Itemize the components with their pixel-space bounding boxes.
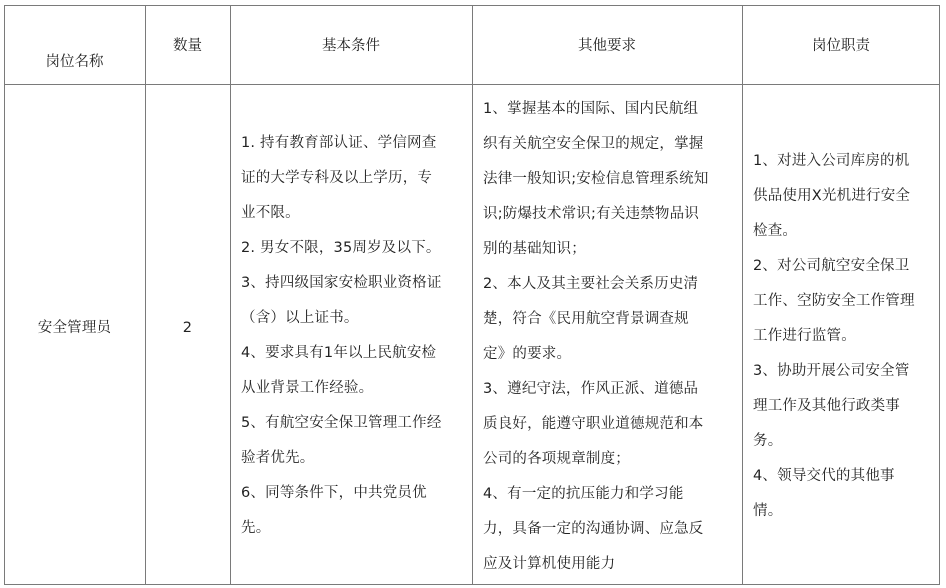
basic-condition-line: 6、同等条件下，中共党员优	[241, 485, 427, 501]
position-name-cell: 安全管理员	[37, 320, 112, 336]
responsibility-line: 工作进行监管。	[753, 328, 856, 344]
column-divider	[145, 5, 146, 585]
quantity-cell: 2	[182, 320, 193, 336]
basic-condition-line: 证的大学专科及以上学历，专	[241, 170, 433, 186]
responsibility-line: 务。	[753, 433, 783, 449]
requirement-line: 公司的各项规章制度；	[483, 451, 630, 467]
other-requirements-cell	[472, 92, 742, 582]
responsibility-line: 理工作及其他行政类事	[753, 398, 900, 414]
requirement-line: 4、有一定的抗压能力和学习能	[483, 486, 684, 502]
requirement-line: 质良好，能遵守职业道德规范和本	[483, 416, 704, 432]
header-responsibilities: 岗位职责	[812, 38, 870, 54]
requirement-line: 织有关航空安全保卫的规定，掌握	[483, 136, 704, 152]
column-divider	[4, 5, 5, 585]
requirement-line: 识;防爆技术常识;有关违禁物品识	[483, 206, 699, 222]
requirement-line: 1、掌握基本的国际、国内民航组	[483, 101, 699, 117]
responsibility-line: 3、协助开展公司安全管	[753, 363, 910, 379]
basic-condition-line: 5、有航空安全保卫管理工作经	[241, 415, 442, 431]
requirement-line: 定》的要求。	[483, 346, 572, 362]
requirement-line: 3、遵纪守法，作风正派、道德品	[483, 381, 699, 397]
header-quantity: 数量	[173, 38, 202, 54]
header-basic-conditions: 基本条件	[322, 38, 380, 54]
responsibility-line: 检查。	[753, 223, 798, 239]
responsibility-line: 情。	[753, 503, 783, 519]
responsibility-line: 4、领导交代的其他事	[753, 468, 895, 484]
responsibilities-cell	[742, 144, 940, 529]
basic-condition-line: 验者优先。	[241, 450, 315, 466]
basic-condition-line: 业不限。	[241, 205, 300, 221]
basic-condition-line: 3、持四级国家安检职业资格证	[241, 275, 442, 291]
header-position-name: 岗位名称	[45, 54, 104, 70]
requirement-line: 力，具备一定的沟通协调、应急反	[483, 521, 704, 537]
requirement-line: 2、本人及其主要社会关系历史清	[483, 276, 699, 292]
basic-condition-line: 先。	[241, 520, 271, 536]
responsibility-line: 工作、空防安全工作管理	[753, 293, 915, 309]
requirement-line: 应及计算机使用能力	[483, 556, 616, 572]
basic-conditions-cell	[230, 126, 472, 546]
basic-condition-line: 从业背景工作经验。	[241, 380, 374, 396]
responsibility-line: 供品使用X光机进行安全	[753, 188, 911, 204]
basic-condition-line: 4、要求具有1年以上民航安检	[241, 345, 437, 361]
requirement-line: 别的基础知识；	[483, 241, 586, 257]
requirement-line: 楚，符合《民用航空背景调查规	[483, 311, 689, 327]
requirement-line: 法律一般知识;安检信息管理系统知	[483, 171, 709, 187]
responsibility-line: 2、对公司航空安全保卫	[753, 258, 910, 274]
responsibility-line: 1、对进入公司库房的机	[753, 153, 910, 169]
basic-condition-line: （含）以上证书。	[241, 310, 359, 326]
header-other-requirements: 其他要求	[578, 38, 636, 54]
recruitment-table	[4, 5, 940, 585]
basic-condition-line: 2. 男女不限，35周岁及以下。	[241, 240, 441, 256]
basic-condition-line: 1. 持有教育部认证、学信网查	[241, 135, 437, 151]
